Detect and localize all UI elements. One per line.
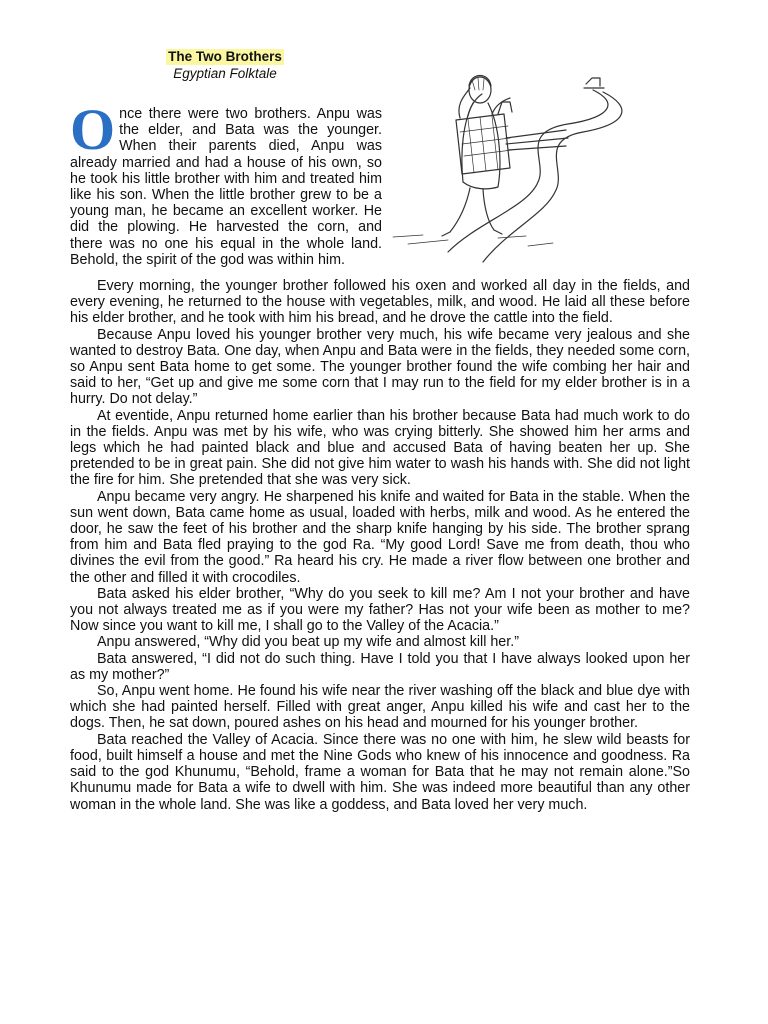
paragraph: Bata reached the Valley of Acacia. Since there was no one with him, he slew wild beasts for food, built himself a house and met the Nine Gods who knew of his innocence and goodness. Ra said to the god Khunumu, “Behold, frame a woman for Bata that he may not remain alone.”So Khunumu made for Bata a wife to dwell with him. She was indeed more beautiful than any other woman in the whole land. She was like a goddess, and Bata loved her very much. bbox=[70, 731, 690, 813]
paragraph: Every morning, the younger brother followed his oxen and worked all day in the fields, and every evening, he returned to the house with vegetables, milk, and wood. He laid all these before his elder brother, and he took with him his bread, and he drove the cattle into the field. bbox=[70, 278, 690, 327]
paragraph: Bata answered, “I did not do such thing. Have I told you that I have always looked upon her as my mother?” bbox=[70, 650, 690, 683]
story-intro bbox=[70, 97, 382, 268]
paragraph: Anpu became very angry. He sharpened his knife and waited for Bata in the stable. When the sun went down, Bata came home as usual, loaded with herbs, milk and wood. As he entered the door, he saw the feet of his brother and the sharp knife hanging by his side. The brother sprang from him and Bata fled praying to the god Ra. “My good Lord! Save me from death, thou who divines the evil from the good.” Ra heard his cry. He made a river flow between one brother and the other and filled it with crocodiles. bbox=[70, 488, 690, 586]
drop-cap: O bbox=[70, 97, 116, 162]
title-block bbox=[140, 48, 310, 82]
story-body bbox=[70, 278, 690, 813]
boy-carrying-basket-illustration bbox=[388, 62, 688, 272]
story-subtitle: Egyptian Folktale bbox=[173, 66, 277, 81]
paragraph: Bata asked his elder brother, “Why do you seek to kill me? Am I not your brother and have you not always treated me as if you were my father? Has not your wife been as mother to me? Now since you want to kill me, I shall go to the Valley of the Acacia.” bbox=[70, 585, 690, 635]
paragraph: Because Anpu loved his younger brother very much, his wife became very jealous and she wanted to destroy Bata. One day, when Anpu and Bata were in the fields, they needed some corn, so Anpu sent Bata home to get some. The younger brother found the wife combing her hair and said to her, “Get up and give me some corn that I may run to the field for my elder brother is in a hurry. Do not delay.” bbox=[70, 326, 690, 408]
paragraph: Anpu answered, “Why did you beat up my wife and almost kill her.” bbox=[97, 634, 519, 651]
paragraph: At eventide, Anpu returned home earlier than his brother because Bata had much work to do in the fields. Anpu was met by his wife, who was crying bitterly. She showed him her arms and legs which he had painted black and blue and accused Bata of having beaten her up. She pretended to be in great pain. She did not give him water to wash his hands with. She did not light the fire for him. She pretended that she was very sick. bbox=[70, 407, 690, 489]
intro-text: nce there were two brothers. Anpu was the elder, and Bata was the younger. When their parents died, Anpu was already married and had a house of his own, so he took his little brother with him and treated him like his son. When the little brother grew to be a young man, he became an excellent worker. He did the plowing. He harvested the corn, and there was no one his equal in the whole land. Behold, the spirit of the god was within him. bbox=[70, 106, 382, 268]
story-title: The Two Brothers bbox=[168, 49, 282, 64]
paragraph: So, Anpu went home. He found his wife near the river washing off the black and blue dye with which she had painted herself. Filled with great anger, Anpu killed his wife and cast her to the dogs. Then, he sat down, poured ashes on his head and mourned for his younger brother. bbox=[70, 683, 690, 732]
